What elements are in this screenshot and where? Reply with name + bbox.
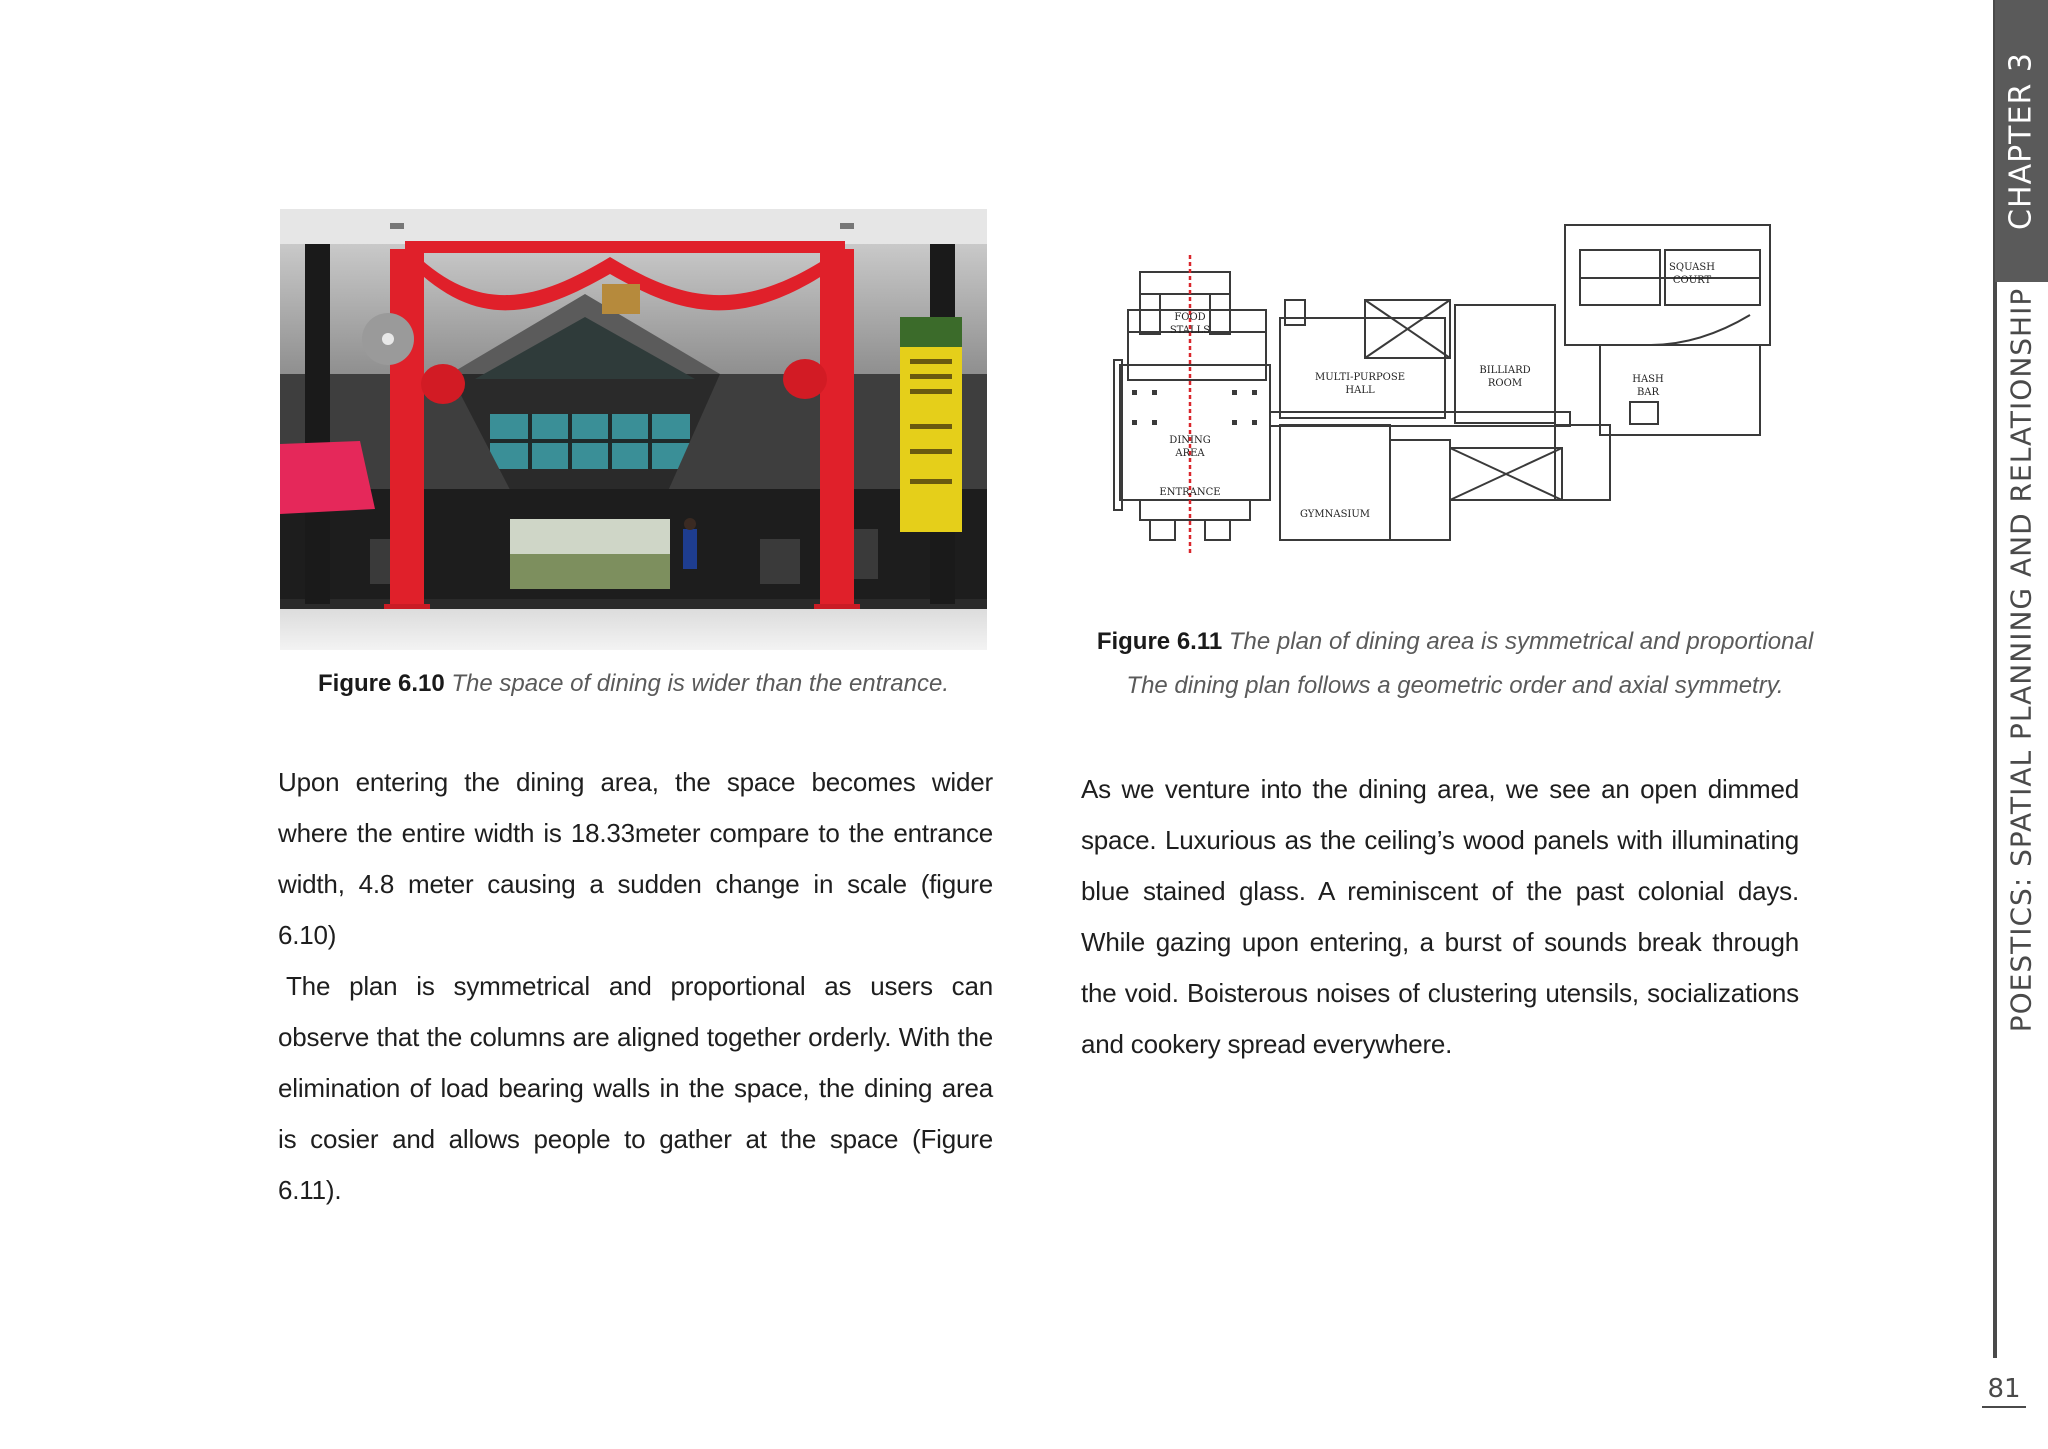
left-paragraph-1: Upon entering the dining area, the space becomes wider where the entire width is 18.33meter compare to the entrance width, 4.8 meter causing a sudden change in scale (figure 6.10) (278, 767, 993, 950)
page-number: 81 (1982, 1374, 2026, 1408)
plan-label-court: COURT (1672, 275, 1712, 286)
plan-label-multipurpose: MULTI-PURPOSE (1314, 372, 1406, 383)
left-paragraph-2: The plan is symmetrical and proportional as users can observe that the columns are aligned together orderly. With the elimination of load bearing walls in the space, the dining area is cosier and allows people to gather at the space (Figure 6.11). (278, 971, 993, 1205)
plan-label-hall: HALL (1345, 385, 1375, 396)
figure-6-10-label: Figure 6.10 (317, 670, 445, 697)
plan-label-hash: HASH (1632, 374, 1664, 385)
plan-label-food: FOOD (1174, 312, 1206, 323)
right-paragraph-1: As we venture into the dining area, we see an open dimmed space. Luxurious as the ceiling’s wood panels with illuminating blue stained glass. A reminiscent of the past colonial days. While gazing upon entering, a burst of sounds break through the void. Boisterous noises of clustering utensils, socializations and cookery spread everywhere. (1081, 774, 1799, 1059)
section-title: POESTICS: SPATIAL PLANNING AND RELATIONSHIP (2004, 287, 2038, 1033)
plan-label-stalls: STALLS (1169, 325, 1211, 336)
figure-6-10-text: The space of dining is wider than the entrance. (451, 670, 950, 697)
figure-6-11-label: Figure 6.11 (1096, 628, 1223, 655)
dining-entrance-photo (280, 209, 987, 650)
plan-label-gymnasium: GYMNASIUM (1299, 509, 1371, 520)
figure-6-11-text: The plan of dining area is symmetrical and proportional (1228, 628, 1814, 655)
figure-6-11-subcaption: The dining plan follows a geometric order and axial symmetry. (1126, 672, 1784, 699)
dining-floor-plan (1110, 220, 1800, 595)
plan-label-room: ROOM (1487, 378, 1523, 389)
plan-label-billiard: BILLIARD (1479, 365, 1531, 376)
plan-label-dining: DINING (1169, 435, 1211, 446)
figure-6-11-caption (1075, 628, 1835, 700)
plan-label-area: AREA (1175, 448, 1205, 459)
chapter-label: CHAPTER 3 (2003, 52, 2039, 230)
plan-label-bar: BAR (1636, 387, 1660, 398)
plan-label-squash: SQUASH (1669, 262, 1715, 273)
figure-6-10-caption (280, 670, 987, 698)
plan-label-entrance: ENTRANCE (1159, 487, 1221, 498)
